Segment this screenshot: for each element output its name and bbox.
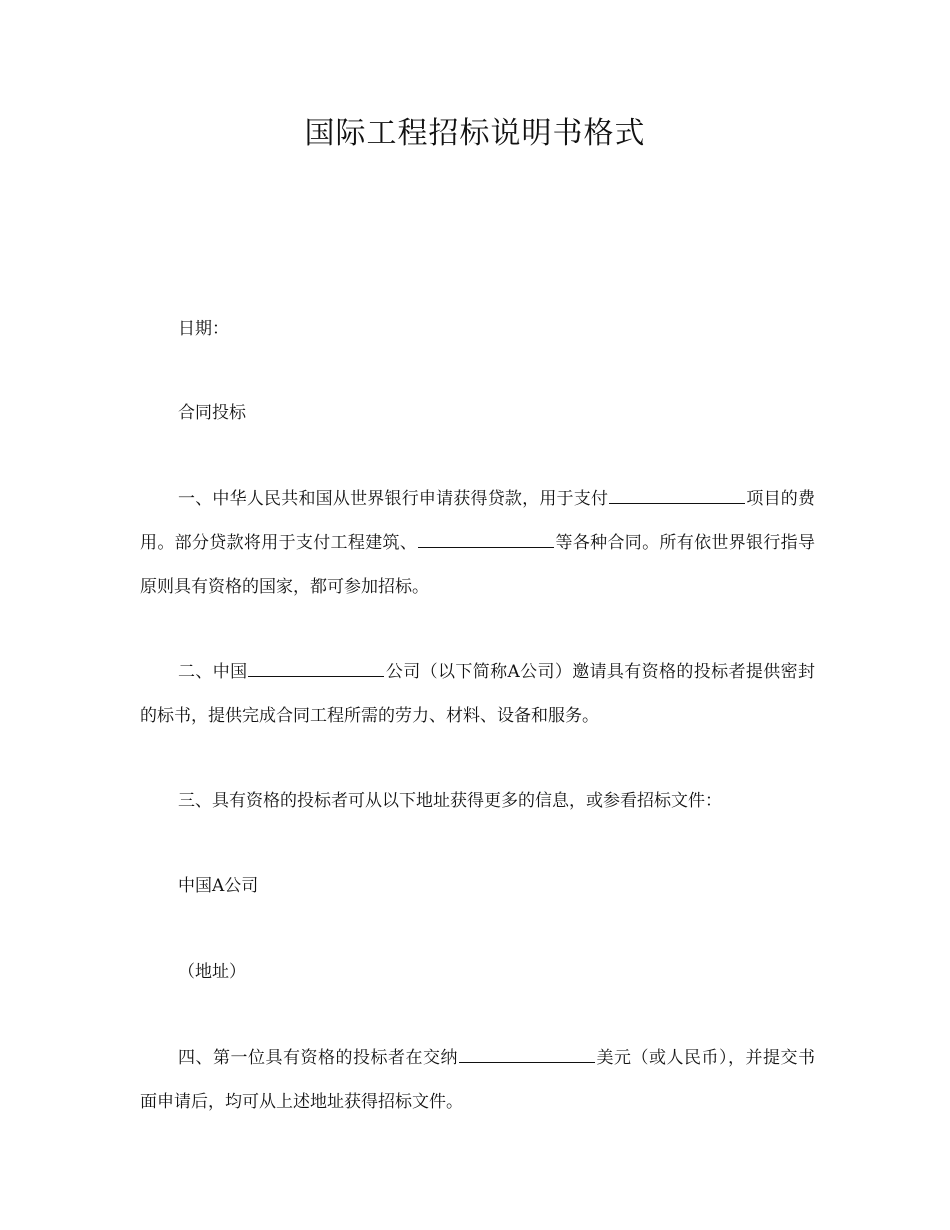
section-heading: 合同投标 — [178, 403, 246, 423]
paragraph-4-part-a: 四、第一位具有资格的投标者在交纳 — [178, 1048, 458, 1068]
paragraph-1-part-b: 项目的费用。部分贷款将用于支付工程建筑、 — [140, 489, 815, 553]
paragraph-1-part-c: 等各种合同。所有依世界银行指导原则具有资格的国家，都可参加招标。 — [140, 533, 816, 597]
paragraph-1-part-a: 一、中华人民共和国从世界银行申请获得贷款，用于支付 — [178, 489, 609, 509]
paragraph-3: 三、具有资格的投标者可从以下地址获得更多的信息，或参看招标文件： — [178, 791, 722, 811]
contract-type-blank — [418, 529, 554, 548]
company-name-blank — [248, 658, 384, 677]
document-title: 国际工程招标说明书格式 — [304, 116, 646, 151]
paragraph-2-part-a: 二、中国 — [178, 662, 248, 682]
project-name-blank — [609, 485, 745, 504]
fee-amount-blank — [459, 1044, 595, 1063]
address-line: （地址） — [178, 962, 246, 982]
paragraph-2 — [140, 650, 815, 738]
company-line: 中国A公司 — [178, 876, 259, 896]
paragraph-1 — [140, 477, 815, 609]
date-label: 日期： — [178, 319, 229, 339]
paragraph-4 — [140, 1036, 815, 1124]
paragraph-4-part-b: 美元（或人民币），并提交书面申请后，均可从上述地址获得招标文件。 — [140, 1048, 815, 1112]
paragraph-2-part-b: 公司（以下简称A公司）邀请具有资格的投标者提供密封的标书，提供完成合同工程所需的劳力、材料、设备和服务。 — [140, 662, 816, 726]
